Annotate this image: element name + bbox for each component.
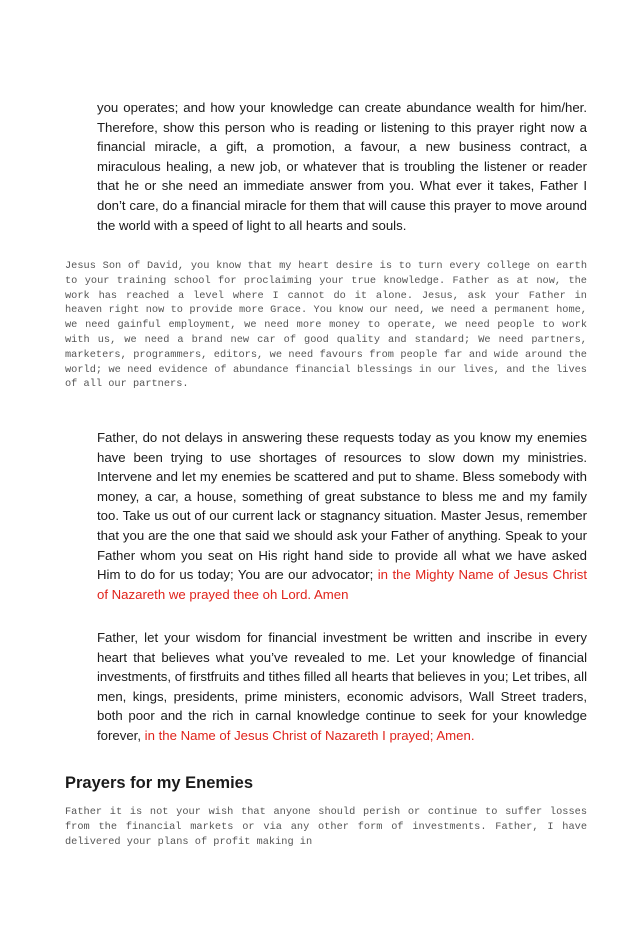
prayer-paragraph-2-text: Father, do not delays in answering these requests today as you know my enemies have been trying to use shortages of resources to slow down my ministries. Intervene and let my enemies be scattered and put to shame. Bless somebody with money, a car, a house, something of great substance to bless me and my family too. Take us out of our current lack or stagnancy situation. Master Jesus, remember that you are the one that said we should ask your Father of anything. Speak to your Father whom you seat on His right hand side to provide all what we have asked Him to do for us today; You are our advocator;	[97, 430, 587, 583]
prayer-paragraph-3-closing: in the Name of Jesus Christ of Nazareth I prayed; Amen.	[144, 727, 475, 743]
prayer-paragraph-2-closing: in the Mighty Name of Jesus Christ of Nazareth we prayed thee oh Lord. Amen	[97, 567, 588, 602]
mono-paragraph-2: Father it is not your wish that anyone should perish or continue to suffer losses from the financial markets or via any other form of investments. Father, I have delivered your plans of profit making in	[65, 806, 587, 848]
prayer-paragraph-2	[97, 428, 587, 604]
prayer-paragraph-3-text: Father, let your wisdom for financial investment be written and inscribe in every heart that believes what you’ve revealed to me. Let your knowledge of financial investments, of firstfruits and tithes filled all hearts that believes in you; Let tribes, all men, kings, presidents, prime ministers, economic advisors, Wall Street traders, both poor and the rich in carnal knowledge continue to seek for your knowledge forever,	[97, 630, 587, 743]
mono-paragraph-1: Jesus Son of David, you know that my heart desire is to turn every college on earth to your training school for proclaiming your true knowledge. Father as at now, the work has reached a level where I cannot do it alone. Jesus, ask your Father in heaven right now to provide more Grace. You know our need, we need a permanent home, we need gainful employment, we need more money to operate, we need people to work with us, we need a brand new car of good quality and standard; We need partners, marketers, programmers, editors, we need favours from people far and wide around the world; we need evidence of abundance financial blessings in our lives, and the lives of all our partners.	[65, 260, 587, 391]
prayer-paragraph-1: you operates; and how your knowledge can create abundance wealth for him/her. Therefore, show this person who is reading or listening to this prayer right now a financial miracle, a gift, a promotion, a favour, a new business contract, a miraculous healing, a new job, or whatever that is troubling the listener or reader that he or she need an immediate answer from you. What ever it takes, Father I don’t care, do a financial miracle for them that will cause this prayer to move around the world with a speed of light to all hearts and souls.	[97, 100, 587, 233]
prayer-paragraph-3	[97, 628, 587, 746]
section-heading: Prayers for my Enemies	[65, 774, 254, 792]
